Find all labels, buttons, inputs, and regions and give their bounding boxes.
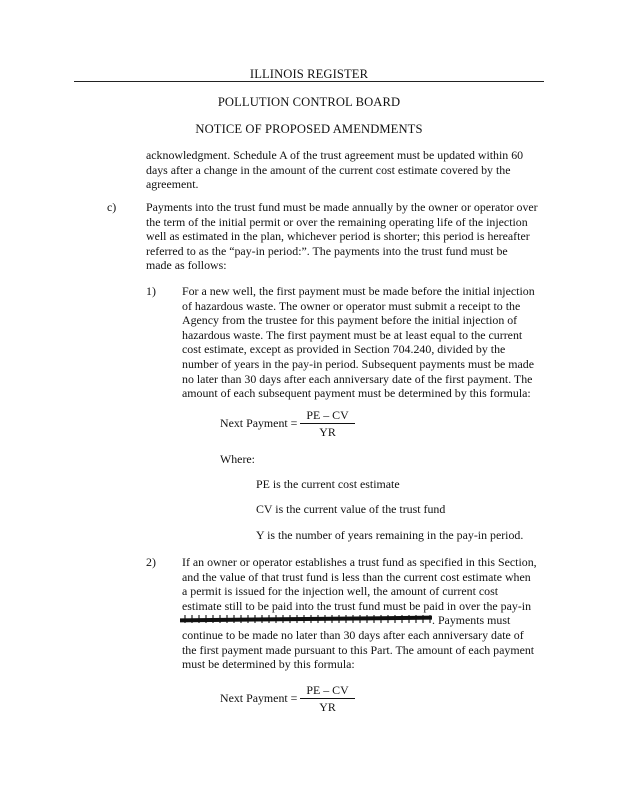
text-line: Payments into the trust fund must be made annually by the owner or operator over xyxy=(146,200,538,214)
register-title: ILLINOIS REGISTER xyxy=(249,67,369,81)
where-label: Where: xyxy=(220,452,255,466)
formula-lhs: Next Payment = xyxy=(220,691,298,705)
continuation-paragraph xyxy=(146,148,523,192)
section-c-paragraph xyxy=(146,200,538,273)
text-line: no later than 30 days after each anniversary date of the first payment. The xyxy=(182,371,533,386)
notice-title: NOTICE OF PROPOSED AMENDMENTS xyxy=(195,122,423,136)
text-line: the first payment made pursuant to this Part. The amount of each payment xyxy=(182,642,535,657)
definition-y: Y is the number of years remaining in the pay-in period. xyxy=(256,528,524,542)
text-line: must be determined by this formula: xyxy=(182,657,355,672)
text-line: and the value of that trust fund is less than the current cost estimate when xyxy=(182,569,531,584)
text-line: days after a change in the amount of the current cost estimate covered by the xyxy=(146,162,511,177)
formula-numerator: PE – CV xyxy=(300,683,354,699)
item-2-paragraph xyxy=(182,555,537,613)
text-line: Agency from the trustee for this payment before the initial injection of xyxy=(182,313,518,328)
formula-fraction xyxy=(300,683,354,714)
text-line: agreement. xyxy=(146,177,199,192)
header-rule xyxy=(74,81,544,82)
section-c-label: c) xyxy=(107,200,117,214)
formula-denominator: YR xyxy=(319,425,336,439)
text-line: referred to as the “pay-in period:”. The payments into the trust fund must be xyxy=(146,243,508,258)
item-2-label: 2) xyxy=(146,555,156,569)
text-line: the term of the initial permit or over the remaining operating life of the injection xyxy=(146,214,528,229)
formula-lhs: Next Payment = xyxy=(220,416,298,430)
formula-1 xyxy=(220,408,355,439)
formula-denominator: YR xyxy=(319,700,336,714)
definition-cv: CV is the current value of the trust fund xyxy=(256,502,446,516)
board-name: POLLUTION CONTROL BOARD xyxy=(217,95,401,109)
text-line: If an owner or operator establishes a trust fund as specified in this Section, xyxy=(182,555,537,569)
formula-2 xyxy=(220,683,355,714)
item-1-paragraph xyxy=(182,284,535,401)
text-line: hazardous waste. The first payment must be at least equal to the current xyxy=(182,327,523,342)
item-1-label: 1) xyxy=(146,284,156,298)
after-strike-text: . Payments must xyxy=(432,613,511,627)
item-2-paragraph-continued xyxy=(182,628,534,672)
formula-fraction xyxy=(300,408,354,439)
text-line: made as follows: xyxy=(146,258,227,273)
text-line: of hazardous waste. The owner or operator must submit a receipt to the xyxy=(182,298,521,313)
text-line: a permit is issued for the injection well, the amount of current cost xyxy=(182,584,499,599)
text-line: amount of each subsequent payment must be determined by this formula: xyxy=(182,386,531,401)
text-line: estimate still to be paid into the trust fund must be paid in over the pay-in xyxy=(182,598,532,613)
text-line: number of years in the pay-in period. Subsequent payments must be made xyxy=(182,356,535,371)
text-line: cost estimate, except as provided in Section 704.240, divided by the xyxy=(182,342,506,357)
definition-pe: PE is the current cost estimate xyxy=(256,477,400,491)
text-line: acknowledgment. Schedule A of the trust agreement must be updated within 60 xyxy=(146,148,524,162)
text-line: continue to be made no later than 30 days after each anniversary date of xyxy=(182,628,524,642)
text-line: well as estimated in the plan, whichever period is shorter; this period is hereafter xyxy=(146,229,530,244)
text-line: For a new well, the first payment must be made before the initial injection xyxy=(182,284,535,298)
formula-numerator: PE – CV xyxy=(300,408,354,424)
